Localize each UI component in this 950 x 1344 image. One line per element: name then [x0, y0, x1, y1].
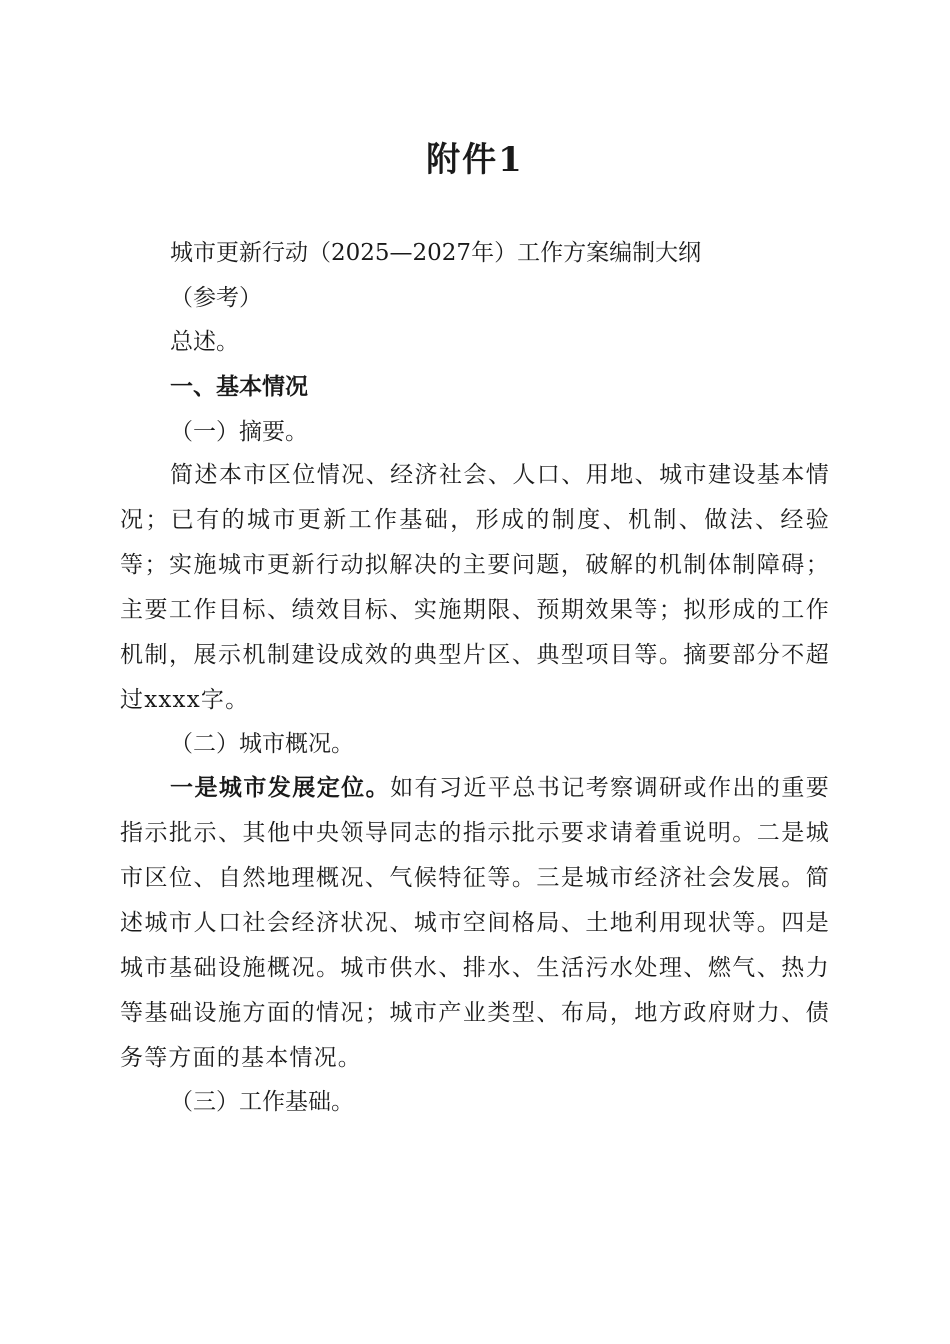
- overview-text: 总述。: [170, 329, 239, 355]
- city-overview-paragraph: [120, 766, 830, 1081]
- document-title: 附件1: [426, 140, 524, 180]
- outline-title: 城市更新行动（2025—2027年）工作方案编制大纲: [170, 240, 702, 266]
- subsection-heading-work-foundation: （三）工作基础。: [170, 1089, 354, 1115]
- subsection-heading-summary: （一）摘要。: [170, 419, 308, 445]
- city-positioning-lead: 一是城市发展定位。: [170, 775, 391, 801]
- section-heading-basic-info: 一、基本情况: [170, 374, 308, 400]
- summary-paragraph: 简述本市区位情况、经济社会、人口、用地、城市建设基本情况；已有的城市更新工作基础，形成的制度、机制、做法、经验等；实施城市更新行动拟解决的主要问题，破解的机制体制障碍；主要工作目标、绩效目标、实施期限、预期效果等；拟形成的工作机制，展示机制建设成效的典型片区、典型项目等。摘要部分不超过xxxx字。: [120, 462, 830, 713]
- city-overview-body: 如有习近平总书记考察调研或作出的重要指示批示、其他中央领导同志的指示批示要求请着重说明。二是城市区位、自然地理概况、气候特征等。三是城市经济社会发展。简述城市人口社会经济状况、城市空间格局、土地利用现状等。四是城市基础设施概况。城市供水、排水、生活污水处理、燃气、热力等基础设施方面的情况；城市产业类型、布局，地方政府财力、债务等方面的基本情况。: [120, 775, 830, 1071]
- subsection-heading-city-overview: （二）城市概况。: [170, 731, 354, 757]
- outline-note: （参考）: [170, 285, 262, 311]
